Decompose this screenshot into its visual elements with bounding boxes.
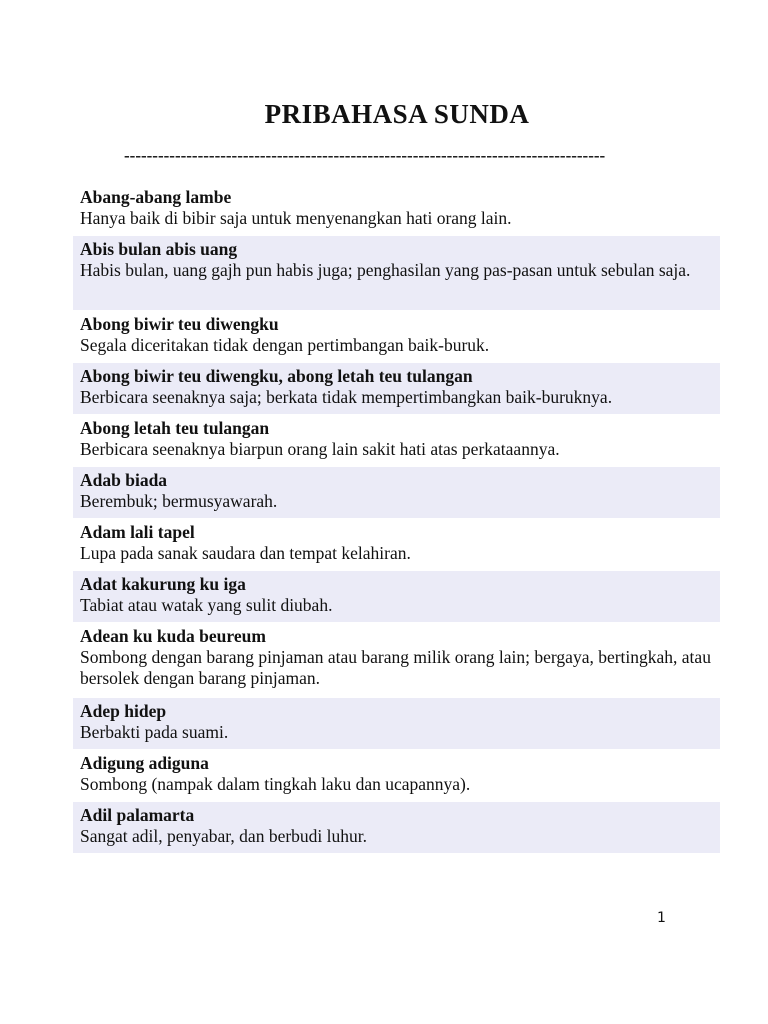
proverb-definition: Tabiat atau watak yang sulit diubah.	[80, 595, 333, 615]
proverb-entry	[73, 750, 720, 801]
proverb-entry	[73, 236, 720, 310]
proverb-definition: Segala diceritakan tidak dengan pertimbangan baik-buruk.	[80, 335, 490, 355]
proverb-definition: Sombong dengan barang pinjaman atau barang milik orang lain; bergaya, bertingkah, atau bersolek dengan barang pinjaman.	[80, 647, 711, 688]
proverb-list	[73, 184, 720, 854]
proverb-definition: Berembuk; bermusyawarah.	[80, 491, 278, 511]
proverb-term: Adean ku kuda beureum	[80, 626, 266, 646]
proverb-entry	[73, 363, 720, 414]
proverb-term: Adam lali tapel	[80, 522, 195, 542]
title-divider: -------------------------------------------------------------------------------------	[124, 146, 606, 165]
proverb-term: Abis bulan abis uang	[80, 239, 238, 259]
proverb-entry	[73, 311, 720, 362]
proverb-term: Abang-abang lambe	[80, 187, 232, 207]
proverb-definition: Hanya baik di bibir saja untuk menyenangkan hati orang lain.	[80, 208, 512, 228]
proverb-term: Abong biwir teu diwengku	[80, 314, 279, 334]
proverb-term: Adat kakurung ku iga	[80, 574, 246, 594]
proverb-definition: Sangat adil, penyabar, dan berbudi luhur.	[80, 826, 367, 846]
proverb-entry	[73, 519, 720, 570]
proverb-term: Adil palamarta	[80, 805, 195, 825]
proverb-entry	[73, 467, 720, 518]
proverb-definition: Berbicara seenaknya saja; berkata tidak mempertimbangkan baik-buruknya.	[80, 387, 613, 407]
proverb-term: Adigung adiguna	[80, 753, 209, 773]
proverb-term: Abong biwir teu diwengku, abong letah teu tulangan	[80, 366, 473, 386]
document-title: PRIBAHASA SUNDA	[264, 99, 530, 129]
proverb-definition: Lupa pada sanak saudara dan tempat kelahiran.	[80, 543, 411, 563]
proverb-definition: Berbicara seenaknya biarpun orang lain sakit hati atas perkataannya.	[80, 439, 560, 459]
proverb-definition: Habis bulan, uang gajh pun habis juga; penghasilan yang pas-pasan untuk sebulan saja.	[80, 260, 691, 280]
proverb-entry	[73, 571, 720, 622]
page-number: 1	[657, 910, 666, 926]
proverb-term: Abong letah teu tulangan	[80, 418, 270, 438]
proverb-entry	[73, 802, 720, 853]
proverb-entry	[73, 623, 720, 697]
proverb-entry	[73, 184, 720, 235]
proverb-term: Adep hidep	[80, 701, 167, 721]
proverb-definition: Berbakti pada suami.	[80, 722, 229, 742]
proverb-definition: Sombong (nampak dalam tingkah laku dan ucapannya).	[80, 774, 471, 794]
proverb-entry	[73, 415, 720, 466]
proverb-entry	[73, 698, 720, 749]
proverb-term: Adab biada	[80, 470, 168, 490]
